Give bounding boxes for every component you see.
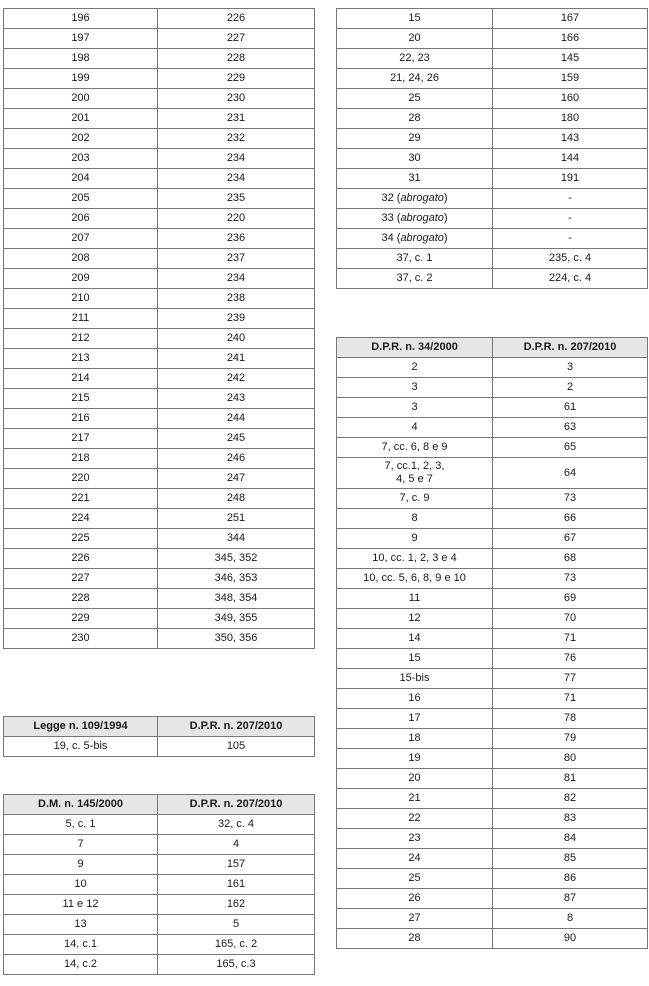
- close-paren: ): [443, 192, 448, 204]
- table-row: [337, 378, 648, 398]
- table-cell: 235: [158, 189, 315, 209]
- table-cell: 344: [158, 529, 315, 549]
- table-cell: 68: [493, 549, 648, 569]
- conversion-table-dpr-34-2000: [336, 337, 648, 949]
- conversion-table-legge-109-1994: [3, 716, 315, 757]
- table-cell: 4: [158, 835, 315, 855]
- table-row: [337, 549, 648, 569]
- table-cell: 4: [337, 418, 493, 438]
- table-cell: [337, 189, 493, 209]
- close-paren: ): [443, 212, 448, 224]
- table-row: [4, 875, 315, 895]
- table-row: [337, 169, 648, 189]
- table-row: [337, 398, 648, 418]
- table-cell: 166: [493, 29, 648, 49]
- table-cell: 14: [337, 629, 493, 649]
- table-row: [4, 109, 315, 129]
- table-cell: 2: [337, 358, 493, 378]
- table-row: [4, 309, 315, 329]
- table-cell: 234: [158, 169, 315, 189]
- table-cell: 159: [493, 69, 648, 89]
- column-header: D.P.R. n. 34/2000: [337, 338, 493, 358]
- table-cell: 215: [4, 389, 158, 409]
- table-cell: 201: [4, 109, 158, 129]
- table-cell: 235, c. 4: [493, 249, 648, 269]
- table-cell: 228: [158, 49, 315, 69]
- table-cell: 17: [337, 709, 493, 729]
- table-cell: 244: [158, 409, 315, 429]
- table-row: [337, 209, 648, 229]
- table-cell: 246: [158, 449, 315, 469]
- table-row: [337, 649, 648, 669]
- table-cell: 143: [493, 129, 648, 149]
- table-cell: 30: [337, 149, 493, 169]
- table-cell: 19, c. 5-bis: [4, 737, 158, 757]
- table-row: [4, 429, 315, 449]
- table-cell: 21, 24, 26: [337, 69, 493, 89]
- conversion-table-right-top: [336, 8, 648, 289]
- table-cell: 199: [4, 69, 158, 89]
- table-cell: 214: [4, 369, 158, 389]
- table-cell: 217: [4, 429, 158, 449]
- table-row: [4, 129, 315, 149]
- table-cell: 16: [337, 689, 493, 709]
- table-cell: 14, c.1: [4, 935, 158, 955]
- table-cell: 15-bis: [337, 669, 493, 689]
- article-number: 32: [381, 192, 394, 204]
- table-row: [4, 349, 315, 369]
- table-cell: 3: [337, 398, 493, 418]
- table-row: [337, 689, 648, 709]
- table-row: [4, 589, 315, 609]
- table-cell: 212: [4, 329, 158, 349]
- table-cell: 191: [493, 169, 648, 189]
- table-cell: 66: [493, 509, 648, 529]
- table-row: [337, 458, 648, 489]
- table-cell: 227: [158, 29, 315, 49]
- table-row: [337, 789, 648, 809]
- conversion-table-dm-145-2000: [3, 794, 315, 975]
- table-row: [337, 809, 648, 829]
- table-cell: 230: [158, 89, 315, 109]
- column-header: D.M. n. 145/2000: [4, 795, 158, 815]
- table-cell: 236: [158, 229, 315, 249]
- table-cell: 32, c. 4: [158, 815, 315, 835]
- table-cell: 76: [493, 649, 648, 669]
- table-row: [4, 189, 315, 209]
- table-cell: 70: [493, 609, 648, 629]
- table-cell: 349, 355: [158, 609, 315, 629]
- table-cell: 71: [493, 689, 648, 709]
- table-cell: 19: [337, 749, 493, 769]
- table-row: [337, 909, 648, 929]
- table-cell: 209: [4, 269, 158, 289]
- table-cell: 7, c. 9: [337, 489, 493, 509]
- table-row: [337, 869, 648, 889]
- table-row: [337, 9, 648, 29]
- table-row: [4, 69, 315, 89]
- table-row: [4, 169, 315, 189]
- table-cell: 221: [4, 489, 158, 509]
- table-cell: 220: [4, 469, 158, 489]
- table-cell: 245: [158, 429, 315, 449]
- table-row: [4, 249, 315, 269]
- table-cell: 20: [337, 769, 493, 789]
- table-cell: 345, 352: [158, 549, 315, 569]
- close-paren: ): [443, 232, 448, 244]
- table-cell: 144: [493, 149, 648, 169]
- table-cell: 211: [4, 309, 158, 329]
- table-row: [337, 749, 648, 769]
- table-cell: 145: [493, 49, 648, 69]
- table-cell: 29: [337, 129, 493, 149]
- table-row: [337, 929, 648, 949]
- table-row: [4, 409, 315, 429]
- table-row: [337, 529, 648, 549]
- table-cell: 14, c.2: [4, 955, 158, 975]
- table-cell: 67: [493, 529, 648, 549]
- table-cell: 198: [4, 49, 158, 69]
- table-row: [337, 709, 648, 729]
- table-row: [4, 529, 315, 549]
- table-cell: 25: [337, 89, 493, 109]
- table-cell: 9: [337, 529, 493, 549]
- table-cell: 7, cc. 6, 8 e 9: [337, 438, 493, 458]
- table-cell: 64: [493, 458, 648, 489]
- table-header-row: [337, 338, 648, 358]
- table-cell: 84: [493, 829, 648, 849]
- table-cell: 83: [493, 809, 648, 829]
- open-paren: (: [393, 212, 401, 224]
- table-row: [337, 589, 648, 609]
- table-cell: 220: [158, 209, 315, 229]
- table-cell: 346, 353: [158, 569, 315, 589]
- table-row: [4, 835, 315, 855]
- table-cell: 28: [337, 109, 493, 129]
- table-cell: 12: [337, 609, 493, 629]
- table-cell: 237: [158, 249, 315, 269]
- column-header: Legge n. 109/1994: [4, 717, 158, 737]
- table-cell: 82: [493, 789, 648, 809]
- table-cell: 218: [4, 449, 158, 469]
- table-cell: 15: [337, 649, 493, 669]
- table-cell: 240: [158, 329, 315, 349]
- table-row: [4, 269, 315, 289]
- table-cell: 226: [4, 549, 158, 569]
- table-cell: 5: [158, 915, 315, 935]
- table-row: [337, 438, 648, 458]
- table-row: [337, 569, 648, 589]
- table-cell: 10, cc. 1, 2, 3 e 4: [337, 549, 493, 569]
- table-row: [337, 109, 648, 129]
- table-cell: 18: [337, 729, 493, 749]
- table-cell: 8: [337, 509, 493, 529]
- table-header-row: [4, 717, 315, 737]
- table-cell: 197: [4, 29, 158, 49]
- table-row: [337, 49, 648, 69]
- table-cell: 207: [4, 229, 158, 249]
- table-cell: 248: [158, 489, 315, 509]
- table-cell: 21: [337, 789, 493, 809]
- table-row: [337, 489, 648, 509]
- table-cell: 37, c. 1: [337, 249, 493, 269]
- table-row: [4, 895, 315, 915]
- abrogato-label: abrogato: [400, 212, 444, 224]
- table-cell: 210: [4, 289, 158, 309]
- table-cell: 234: [158, 149, 315, 169]
- table-cell: 216: [4, 409, 158, 429]
- table-cell: 229: [158, 69, 315, 89]
- table-cell: 9: [4, 855, 158, 875]
- table-cell: 105: [158, 737, 315, 757]
- table-cell: 10, cc. 5, 6, 8, 9 e 10: [337, 569, 493, 589]
- table-cell: 7: [4, 835, 158, 855]
- table-cell: 161: [158, 875, 315, 895]
- article-number: 33: [381, 212, 394, 224]
- table-cell: 80: [493, 749, 648, 769]
- table-cell: 225: [4, 529, 158, 549]
- table-cell: 229: [4, 609, 158, 629]
- table-row: [4, 229, 315, 249]
- table-cell: 165, c.3: [158, 955, 315, 975]
- table-row: [337, 69, 648, 89]
- table-cell: 206: [4, 209, 158, 229]
- table-cell: 90: [493, 929, 648, 949]
- table-row: [4, 815, 315, 835]
- table-row: [4, 549, 315, 569]
- table-cell: 202: [4, 129, 158, 149]
- table-cell: [337, 458, 493, 489]
- table-row: [337, 609, 648, 629]
- table-cell: 78: [493, 709, 648, 729]
- table-cell: 27: [337, 909, 493, 929]
- table-row: [337, 129, 648, 149]
- table-row: [337, 89, 648, 109]
- table-cell: 3: [337, 378, 493, 398]
- table-cell: 213: [4, 349, 158, 369]
- table-row: [337, 769, 648, 789]
- table-cell: 350, 356: [158, 629, 315, 649]
- conversion-table-left-top: [3, 8, 315, 649]
- table-cell: [337, 229, 493, 249]
- table-row: [4, 449, 315, 469]
- table-cell: 234: [158, 269, 315, 289]
- cell-line: 4, 5 e 7: [396, 473, 433, 485]
- table-cell: 226: [158, 9, 315, 29]
- table-cell: 73: [493, 569, 648, 589]
- table-row: [4, 609, 315, 629]
- table-row: [4, 915, 315, 935]
- table-cell: 81: [493, 769, 648, 789]
- column-header: D.P.R. n. 207/2010: [493, 338, 648, 358]
- table-cell: 87: [493, 889, 648, 909]
- table-cell: 65: [493, 438, 648, 458]
- table-cell: 228: [4, 589, 158, 609]
- table-row: [4, 289, 315, 309]
- table-cell: 230: [4, 629, 158, 649]
- table-row: [4, 329, 315, 349]
- table-row: [4, 509, 315, 529]
- table-row: [4, 29, 315, 49]
- open-paren: (: [393, 232, 401, 244]
- column-header: D.P.R. n. 207/2010: [158, 795, 315, 815]
- table-cell: 69: [493, 589, 648, 609]
- table-cell: 224, c. 4: [493, 269, 648, 289]
- table-cell: 22: [337, 809, 493, 829]
- table-cell: 200: [4, 89, 158, 109]
- table-cell: 203: [4, 149, 158, 169]
- table-cell: 224: [4, 509, 158, 529]
- table-row: [4, 209, 315, 229]
- table-row: [337, 249, 648, 269]
- table-row: [4, 855, 315, 875]
- open-paren: (: [393, 192, 401, 204]
- table-row: [337, 829, 648, 849]
- table-row: [337, 729, 648, 749]
- cell-line: 7, cc.1, 2, 3,: [384, 460, 445, 472]
- table-cell: 79: [493, 729, 648, 749]
- table-row: [4, 629, 315, 649]
- table-cell: 86: [493, 869, 648, 889]
- table-row: [4, 569, 315, 589]
- table-row: [337, 889, 648, 909]
- table-cell: 63: [493, 418, 648, 438]
- table-row: [337, 149, 648, 169]
- table-cell: 162: [158, 895, 315, 915]
- table-cell: [337, 209, 493, 229]
- table-cell: -: [493, 209, 648, 229]
- table-cell: 165, c. 2: [158, 935, 315, 955]
- table-cell: 10: [4, 875, 158, 895]
- table-row: [337, 269, 648, 289]
- table-cell: 231: [158, 109, 315, 129]
- table-header-row: [4, 795, 315, 815]
- table-cell: 247: [158, 469, 315, 489]
- article-number: 34: [381, 232, 394, 244]
- table-cell: 227: [4, 569, 158, 589]
- table-row: [4, 935, 315, 955]
- table-cell: 5, c. 1: [4, 815, 158, 835]
- table-row: [4, 389, 315, 409]
- table-row: [337, 629, 648, 649]
- table-cell: 73: [493, 489, 648, 509]
- table-cell: 196: [4, 9, 158, 29]
- table-row: [4, 9, 315, 29]
- table-cell: 13: [4, 915, 158, 935]
- table-cell: 26: [337, 889, 493, 909]
- table-cell: 23: [337, 829, 493, 849]
- table-row: [337, 229, 648, 249]
- table-cell: 243: [158, 389, 315, 409]
- table-cell: 157: [158, 855, 315, 875]
- table-row: [4, 149, 315, 169]
- table-cell: 180: [493, 109, 648, 129]
- table-cell: 25: [337, 869, 493, 889]
- table-cell: 204: [4, 169, 158, 189]
- column-header: D.P.R. n. 207/2010: [158, 717, 315, 737]
- table-cell: 167: [493, 9, 648, 29]
- table-cell: 37, c. 2: [337, 269, 493, 289]
- table-cell: 8: [493, 909, 648, 929]
- table-cell: 3: [493, 358, 648, 378]
- table-cell: 31: [337, 169, 493, 189]
- table-row: [337, 509, 648, 529]
- table-row: [337, 849, 648, 869]
- table-row: [4, 49, 315, 69]
- table-cell: 15: [337, 9, 493, 29]
- abrogato-label: abrogato: [400, 232, 444, 244]
- table-cell: 208: [4, 249, 158, 269]
- table-cell: 85: [493, 849, 648, 869]
- table-row: [337, 29, 648, 49]
- table-cell: 160: [493, 89, 648, 109]
- table-cell: 20: [337, 29, 493, 49]
- table-row: [4, 955, 315, 975]
- table-cell: 238: [158, 289, 315, 309]
- table-cell: 2: [493, 378, 648, 398]
- table-row: [337, 358, 648, 378]
- table-cell: 239: [158, 309, 315, 329]
- table-cell: 71: [493, 629, 648, 649]
- table-cell: 251: [158, 509, 315, 529]
- table-row: [4, 89, 315, 109]
- table-cell: 28: [337, 929, 493, 949]
- table-cell: 77: [493, 669, 648, 689]
- table-cell: 11 e 12: [4, 895, 158, 915]
- table-row: [4, 737, 315, 757]
- table-row: [4, 469, 315, 489]
- table-row: [4, 489, 315, 509]
- table-row: [4, 369, 315, 389]
- abrogato-label: abrogato: [400, 192, 444, 204]
- table-cell: 242: [158, 369, 315, 389]
- table-cell: 348, 354: [158, 589, 315, 609]
- table-cell: -: [493, 189, 648, 209]
- table-row: [337, 189, 648, 209]
- table-cell: 205: [4, 189, 158, 209]
- table-cell: 241: [158, 349, 315, 369]
- table-cell: 24: [337, 849, 493, 869]
- table-row: [337, 669, 648, 689]
- table-cell: -: [493, 229, 648, 249]
- table-cell: 61: [493, 398, 648, 418]
- table-cell: 11: [337, 589, 493, 609]
- table-row: [337, 418, 648, 438]
- table-cell: 22, 23: [337, 49, 493, 69]
- table-cell: 232: [158, 129, 315, 149]
